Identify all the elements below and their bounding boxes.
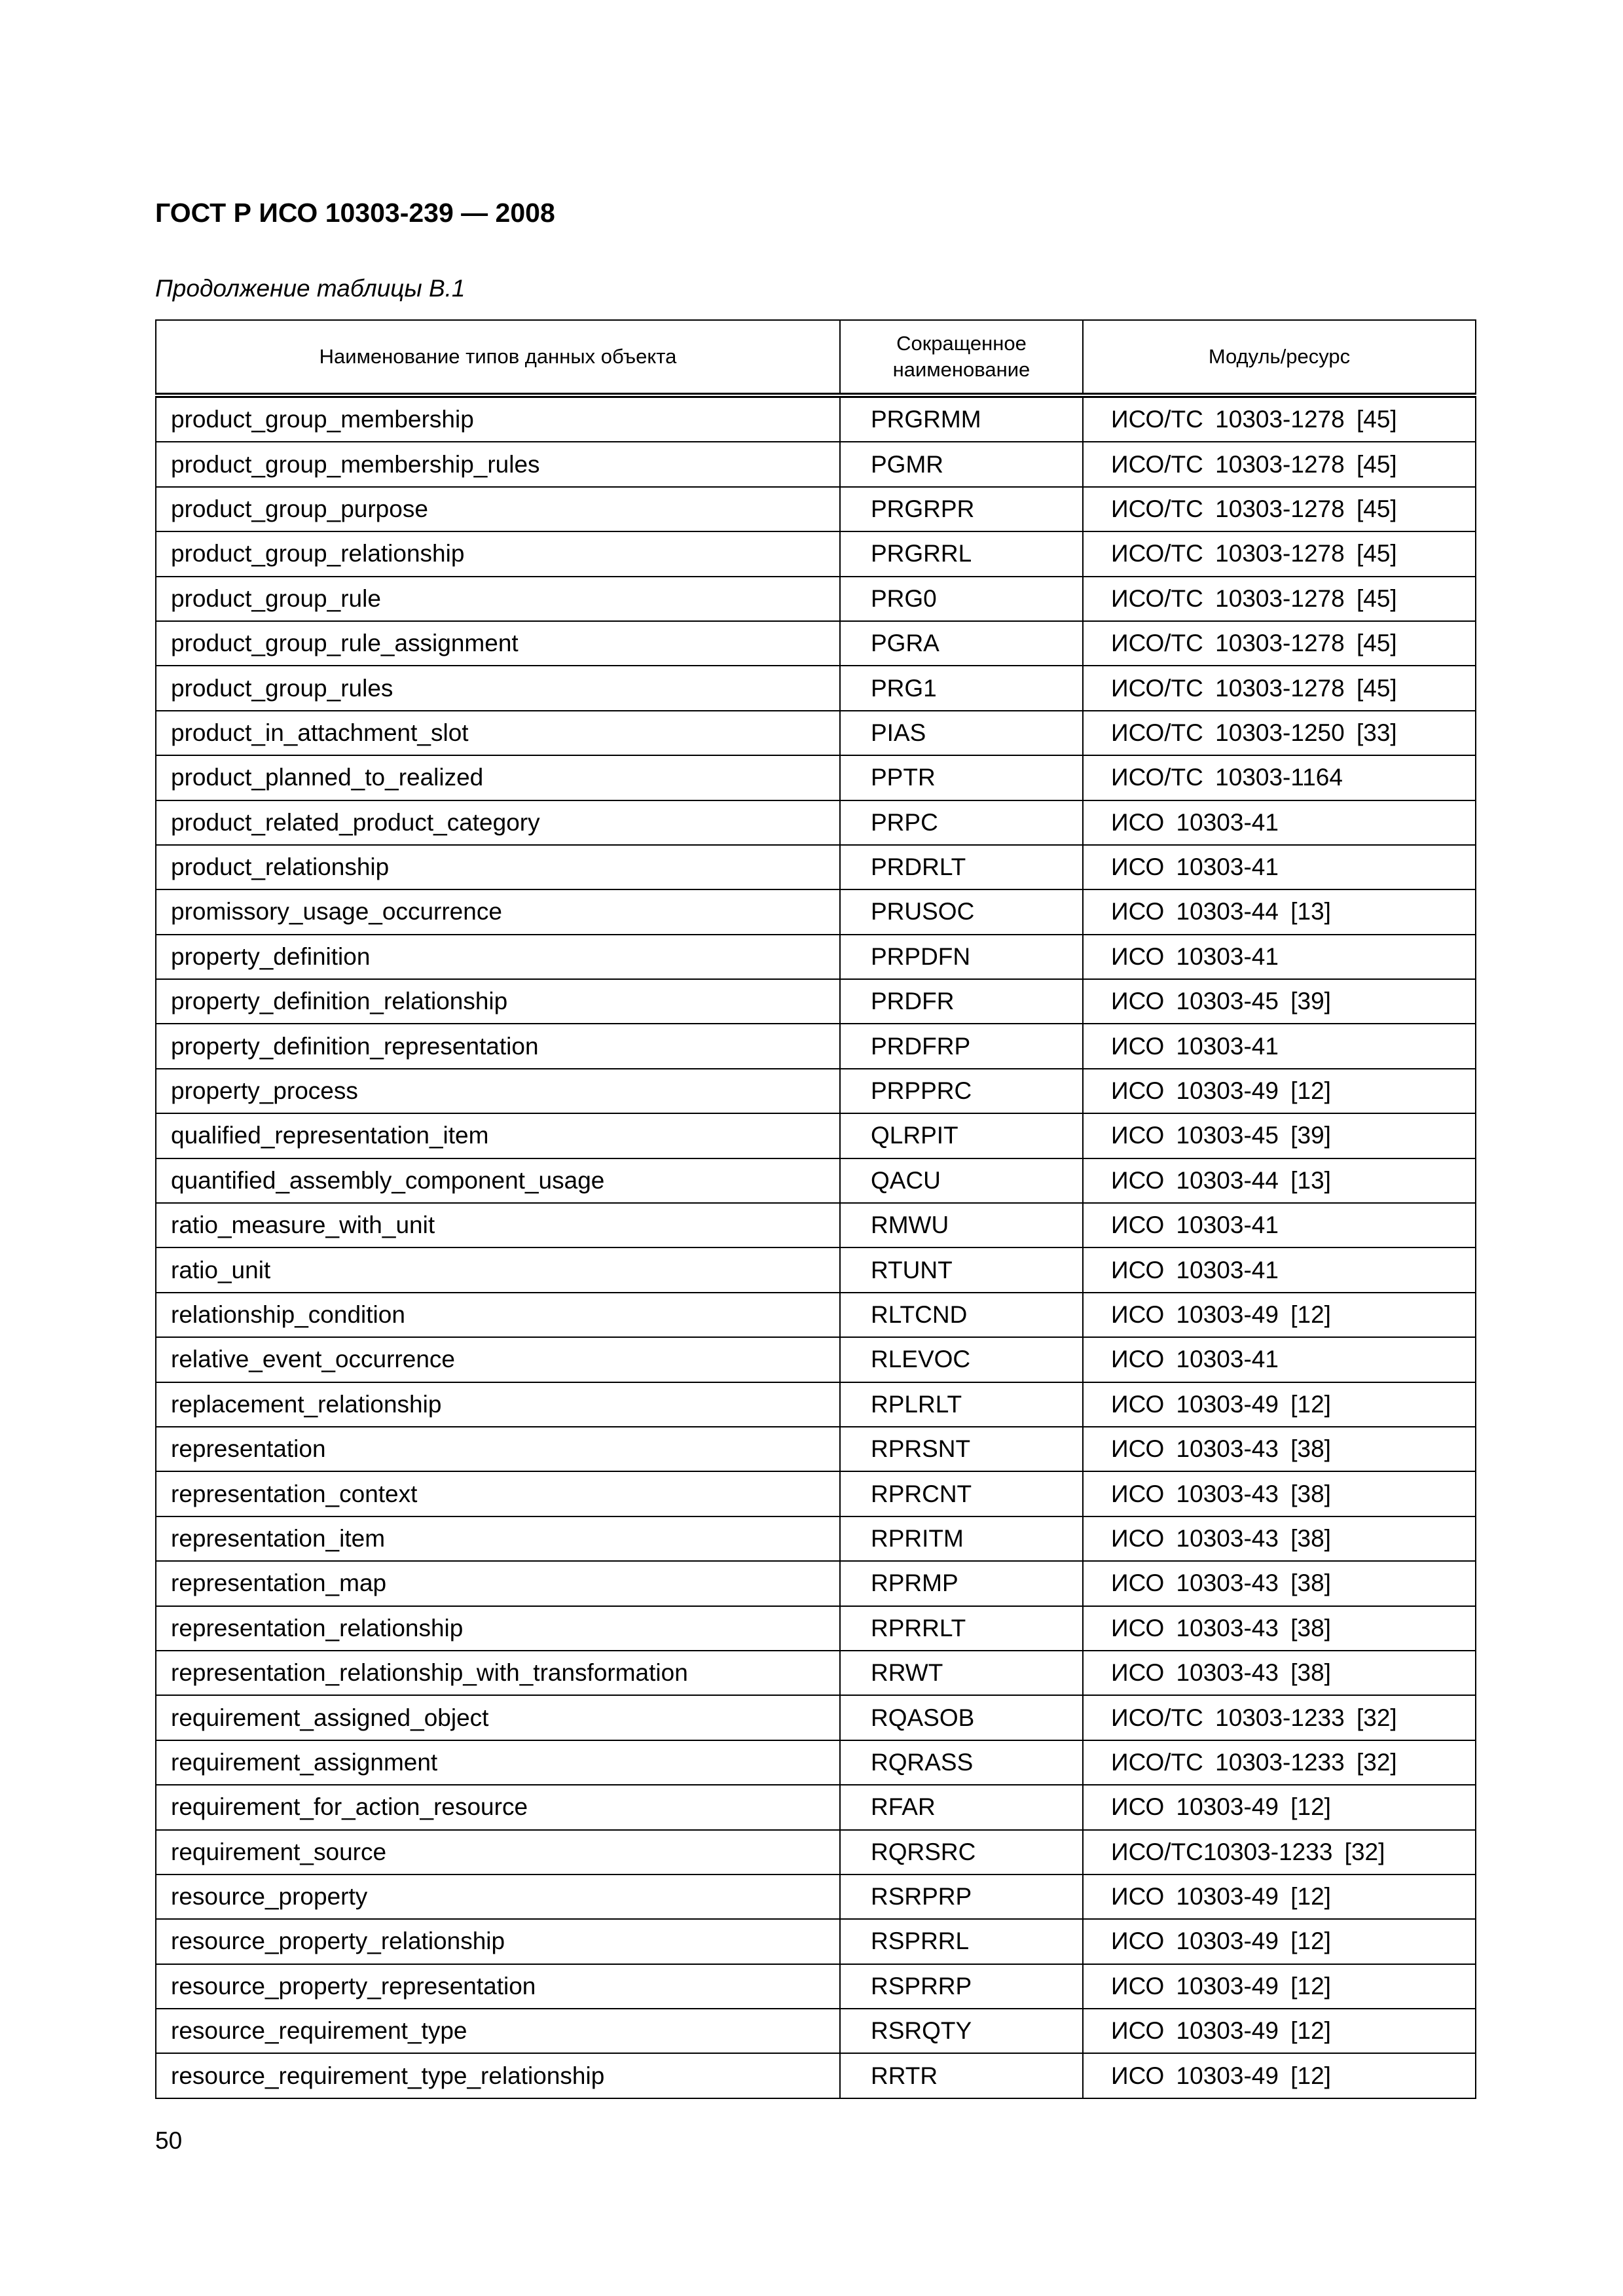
entity-name-cell: requirement_source	[156, 1830, 840, 1874]
module-cell: ИСО 10303-49 [12]	[1083, 1919, 1476, 1964]
table-row	[156, 1024, 1476, 1068]
short-name-cell: PRUSOC	[840, 889, 1083, 934]
table-row	[156, 1695, 1476, 1740]
module-cell: ИСО 10303-43 [38]	[1083, 1516, 1476, 1561]
short-name-cell: PRDRLT	[840, 845, 1083, 889]
module-cell: ИСО 10303-43 [38]	[1083, 1606, 1476, 1651]
module-cell: ИСО/ТС 10303-1278 [45]	[1083, 442, 1476, 486]
module-cell: ИСО/ТС10303-1233 [32]	[1083, 1830, 1476, 1874]
table-row	[156, 1516, 1476, 1561]
short-name-cell: PRPC	[840, 800, 1083, 845]
entity-name-cell: resource_property	[156, 1874, 840, 1919]
entity-name-cell: product_relationship	[156, 845, 840, 889]
module-cell: ИСО 10303-45 [39]	[1083, 1113, 1476, 1158]
table-row	[156, 2053, 1476, 2098]
module-cell: ИСО/ТС 10303-1278 [45]	[1083, 487, 1476, 531]
table-row	[156, 621, 1476, 666]
module-cell: ИСО/ТС 10303-1278 [45]	[1083, 666, 1476, 710]
short-name-cell: PRDFR	[840, 979, 1083, 1024]
table-row	[156, 442, 1476, 486]
table-row	[156, 1427, 1476, 1471]
table-row	[156, 577, 1476, 621]
table-row	[156, 395, 1476, 442]
entity-name-cell: property_definition_relationship	[156, 979, 840, 1024]
module-cell: ИСО 10303-49 [12]	[1083, 2053, 1476, 2098]
short-name-cell: PPTR	[840, 755, 1083, 800]
short-name-cell: RPRMP	[840, 1561, 1083, 1605]
table-row	[156, 1651, 1476, 1695]
table-row	[156, 1337, 1476, 1382]
module-cell: ИСО 10303-44 [13]	[1083, 889, 1476, 934]
table-row	[156, 1606, 1476, 1651]
data-table	[155, 319, 1476, 2099]
table-row	[156, 1113, 1476, 1158]
table-row	[156, 1158, 1476, 1203]
short-name-cell: RSPRRP	[840, 1964, 1083, 2009]
entity-name-cell: representation_map	[156, 1561, 840, 1605]
module-cell: ИСО/ТС 10303-1250 [33]	[1083, 711, 1476, 755]
module-cell: ИСО 10303-49 [12]	[1083, 2009, 1476, 2053]
short-name-cell: RPRITM	[840, 1516, 1083, 1561]
short-name-cell: PGMR	[840, 442, 1083, 486]
module-cell: ИСО 10303-41	[1083, 1024, 1476, 1068]
column-header-short-name: Сокращенное наименование	[840, 320, 1083, 395]
table-row	[156, 979, 1476, 1024]
module-cell: ИСО 10303-49 [12]	[1083, 1785, 1476, 1829]
module-cell: ИСО/ТС 10303-1278 [45]	[1083, 577, 1476, 621]
module-cell: ИСО 10303-41	[1083, 935, 1476, 979]
module-cell: ИСО 10303-49 [12]	[1083, 1293, 1476, 1337]
short-name-cell: RQRASS	[840, 1740, 1083, 1785]
table-row	[156, 2009, 1476, 2053]
entity-name-cell: product_group_membership	[156, 395, 840, 442]
short-name-cell: RFAR	[840, 1785, 1083, 1829]
table-row	[156, 755, 1476, 800]
module-cell: ИСО 10303-44 [13]	[1083, 1158, 1476, 1203]
module-cell: ИСО/ТС 10303-1278 [45]	[1083, 395, 1476, 442]
short-name-cell: PRDFRP	[840, 1024, 1083, 1068]
table-row	[156, 1785, 1476, 1829]
entity-name-cell: quantified_assembly_component_usage	[156, 1158, 840, 1203]
document-header: ГОСТ Р ИСО 10303-239 — 2008	[155, 198, 555, 228]
column-header-entity-name: Наименование типов данных объекта	[156, 320, 840, 395]
table-row	[156, 1740, 1476, 1785]
entity-name-cell: ratio_unit	[156, 1247, 840, 1292]
table-row	[156, 1471, 1476, 1516]
entity-name-cell: representation_relationship	[156, 1606, 840, 1651]
table-row	[156, 1382, 1476, 1427]
short-name-cell: RQASOB	[840, 1695, 1083, 1740]
short-name-cell: QACU	[840, 1158, 1083, 1203]
short-name-cell: RSRQTY	[840, 2009, 1083, 2053]
short-name-cell: RPRSNT	[840, 1427, 1083, 1471]
table-row	[156, 1069, 1476, 1113]
table-body	[156, 395, 1476, 2098]
short-name-cell: RTUNT	[840, 1247, 1083, 1292]
table-row	[156, 1830, 1476, 1874]
module-cell: ИСО/ТС 10303-1233 [32]	[1083, 1695, 1476, 1740]
table-row	[156, 845, 1476, 889]
entity-name-cell: resource_property_representation	[156, 1964, 840, 2009]
short-name-cell: RSPRRL	[840, 1919, 1083, 1964]
short-name-cell: RLEVOC	[840, 1337, 1083, 1382]
module-cell: ИСО 10303-43 [38]	[1083, 1651, 1476, 1695]
short-name-cell: RRWT	[840, 1651, 1083, 1695]
entity-name-cell: replacement_relationship	[156, 1382, 840, 1427]
short-name-cell: RSRPRP	[840, 1874, 1083, 1919]
entity-name-cell: representation	[156, 1427, 840, 1471]
entity-name-cell: relationship_condition	[156, 1293, 840, 1337]
short-name-cell: RPLRLT	[840, 1382, 1083, 1427]
short-name-cell: PIAS	[840, 711, 1083, 755]
entity-name-cell: product_group_membership_rules	[156, 442, 840, 486]
table-row	[156, 1293, 1476, 1337]
module-cell: ИСО 10303-49 [12]	[1083, 1069, 1476, 1113]
short-name-cell: QLRPIT	[840, 1113, 1083, 1158]
short-name-cell: PRG1	[840, 666, 1083, 710]
entity-name-cell: representation_item	[156, 1516, 840, 1561]
short-name-cell: PRPDFN	[840, 935, 1083, 979]
module-cell: ИСО 10303-43 [38]	[1083, 1471, 1476, 1516]
module-cell: ИСО 10303-45 [39]	[1083, 979, 1476, 1024]
entity-name-cell: ratio_measure_with_unit	[156, 1203, 840, 1247]
table-row	[156, 1919, 1476, 1964]
entity-name-cell: relative_event_occurrence	[156, 1337, 840, 1382]
module-cell: ИСО 10303-49 [12]	[1083, 1874, 1476, 1919]
data-table-wrapper	[155, 319, 1475, 2099]
module-cell: ИСО 10303-43 [38]	[1083, 1561, 1476, 1605]
entity-name-cell: resource_requirement_type	[156, 2009, 840, 2053]
table-row	[156, 1964, 1476, 2009]
entity-name-cell: requirement_assignment	[156, 1740, 840, 1785]
module-cell: ИСО 10303-49 [12]	[1083, 1964, 1476, 2009]
module-cell: ИСО 10303-41	[1083, 800, 1476, 845]
entity-name-cell: property_definition	[156, 935, 840, 979]
short-name-cell: PRGRPR	[840, 487, 1083, 531]
table-row	[156, 1247, 1476, 1292]
module-cell: ИСО 10303-41	[1083, 1337, 1476, 1382]
short-name-cell: RQRSRC	[840, 1830, 1083, 1874]
module-cell: ИСО 10303-41	[1083, 1247, 1476, 1292]
short-name-cell: RLTCND	[840, 1293, 1083, 1337]
short-name-cell: PRPPRC	[840, 1069, 1083, 1113]
entity-name-cell: qualified_representation_item	[156, 1113, 840, 1158]
entity-name-cell: requirement_for_action_resource	[156, 1785, 840, 1829]
module-cell: ИСО 10303-43 [38]	[1083, 1427, 1476, 1471]
table-row	[156, 889, 1476, 934]
module-cell: ИСО 10303-41	[1083, 1203, 1476, 1247]
module-cell: ИСО/ТС 10303-1164	[1083, 755, 1476, 800]
table-row	[156, 800, 1476, 845]
short-name-cell: PRGRMM	[840, 395, 1083, 442]
entity-name-cell: promissory_usage_occurrence	[156, 889, 840, 934]
table-row	[156, 935, 1476, 979]
entity-name-cell: representation_context	[156, 1471, 840, 1516]
short-name-cell: PGRA	[840, 621, 1083, 666]
table-row	[156, 487, 1476, 531]
module-cell: ИСО 10303-41	[1083, 845, 1476, 889]
table-row	[156, 1203, 1476, 1247]
page-number: 50	[155, 2127, 183, 2154]
short-name-cell: RPRCNT	[840, 1471, 1083, 1516]
entity-name-cell: product_group_rule_assignment	[156, 621, 840, 666]
table-row	[156, 531, 1476, 576]
entity-name-cell: product_group_relationship	[156, 531, 840, 576]
entity-name-cell: property_process	[156, 1069, 840, 1113]
entity-name-cell: product_in_attachment_slot	[156, 711, 840, 755]
short-name-cell: RMWU	[840, 1203, 1083, 1247]
table-row	[156, 666, 1476, 710]
entity-name-cell: property_definition_representation	[156, 1024, 840, 1068]
table-row	[156, 711, 1476, 755]
module-cell: ИСО 10303-49 [12]	[1083, 1382, 1476, 1427]
short-name-cell: PRG0	[840, 577, 1083, 621]
entity-name-cell: resource_requirement_type_relationship	[156, 2053, 840, 2098]
table-header-row	[156, 320, 1476, 395]
short-name-cell: PRGRRL	[840, 531, 1083, 576]
short-name-cell: RPRRLT	[840, 1606, 1083, 1651]
entity-name-cell: product_group_rule	[156, 577, 840, 621]
table-row	[156, 1874, 1476, 1919]
entity-name-cell: requirement_assigned_object	[156, 1695, 840, 1740]
table-row	[156, 1561, 1476, 1605]
short-name-cell: RRTR	[840, 2053, 1083, 2098]
entity-name-cell: product_planned_to_realized	[156, 755, 840, 800]
entity-name-cell: product_group_rules	[156, 666, 840, 710]
module-cell: ИСО/ТС 10303-1278 [45]	[1083, 531, 1476, 576]
column-header-module: Модуль/ресурс	[1083, 320, 1476, 395]
entity-name-cell: product_group_purpose	[156, 487, 840, 531]
entity-name-cell: product_related_product_category	[156, 800, 840, 845]
module-cell: ИСО/ТС 10303-1233 [32]	[1083, 1740, 1476, 1785]
entity-name-cell: representation_relationship_with_transformation	[156, 1651, 840, 1695]
entity-name-cell: resource_property_relationship	[156, 1919, 840, 1964]
module-cell: ИСО/ТС 10303-1278 [45]	[1083, 621, 1476, 666]
table-caption: Продолжение таблицы В.1	[155, 275, 465, 302]
